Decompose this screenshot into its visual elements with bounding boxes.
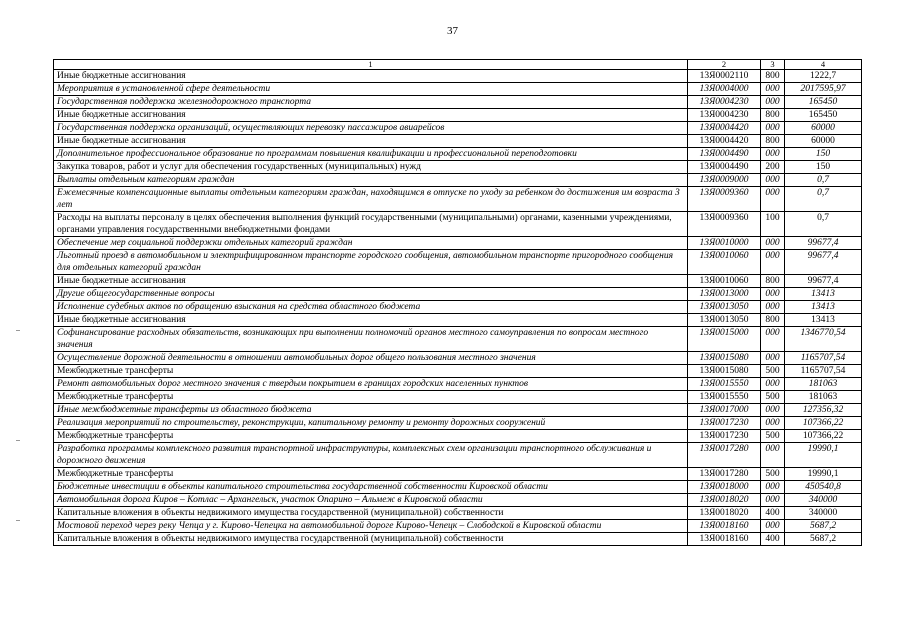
row-name: Реализация мероприятий по строительству, реконструкции, капитальному ремонту и ремонту дорожных сооружений xyxy=(54,417,688,430)
margin-mark xyxy=(16,330,20,331)
table-row xyxy=(54,417,862,430)
table-row xyxy=(54,237,862,250)
row-name: Межбюджетные трансферты xyxy=(54,468,688,481)
table-row xyxy=(54,365,862,378)
row-name: Осуществление дорожной деятельности в отношении автомобильных дорог общего пользования местного значения xyxy=(54,352,688,365)
row-type: 000 xyxy=(761,122,785,135)
row-type: 500 xyxy=(761,430,785,443)
row-type: 000 xyxy=(761,494,785,507)
row-type: 000 xyxy=(761,237,785,250)
row-amount: 99677,4 xyxy=(785,250,862,275)
row-name: Льготный проезд в автомобильном и электрифицированном транспорте городского сообщения, автомобильном транспорте пригородного сообщения для отдельных категорий граждан xyxy=(54,250,688,275)
row-code: 13Я0015080 xyxy=(688,365,761,378)
budget-table xyxy=(53,59,862,546)
table-row xyxy=(54,135,862,148)
row-amount: 1165707,54 xyxy=(785,365,862,378)
row-name: Межбюджетные трансферты xyxy=(54,391,688,404)
row-type: 000 xyxy=(761,250,785,275)
row-amount: 13413 xyxy=(785,314,862,327)
row-name: Иные бюджетные ассигнования xyxy=(54,109,688,122)
page-number: 37 xyxy=(447,25,458,37)
row-type: 000 xyxy=(761,327,785,352)
row-type: 500 xyxy=(761,468,785,481)
row-code: 13Я0010060 xyxy=(688,275,761,288)
row-name: Исполнение судебных актов по обращению взыскания на средства областного бюджета xyxy=(54,301,688,314)
row-name: Закупка товаров, работ и услуг для обеспечения государственных (муниципальных) нужд xyxy=(54,161,688,174)
row-name: Мероприятия в установленной сфере деятельности xyxy=(54,83,688,96)
row-type: 000 xyxy=(761,520,785,533)
row-type: 800 xyxy=(761,314,785,327)
table-row xyxy=(54,468,862,481)
row-type: 200 xyxy=(761,161,785,174)
row-code: 13Я0017230 xyxy=(688,417,761,430)
row-amount: 5687,2 xyxy=(785,533,862,546)
row-amount: 150 xyxy=(785,161,862,174)
row-code: 13Я0010000 xyxy=(688,237,761,250)
row-amount: 99677,4 xyxy=(785,237,862,250)
table-row xyxy=(54,327,862,352)
row-type: 000 xyxy=(761,443,785,468)
row-name: Государственная поддержка железнодорожного транспорта xyxy=(54,96,688,109)
table-row xyxy=(54,443,862,468)
table-row xyxy=(54,109,862,122)
row-code: 13Я0009360 xyxy=(688,187,761,212)
row-type: 000 xyxy=(761,83,785,96)
table-row xyxy=(54,507,862,520)
row-type: 000 xyxy=(761,404,785,417)
row-amount: 1165707,54 xyxy=(785,352,862,365)
row-amount: 450540,8 xyxy=(785,481,862,494)
row-code: 13Я0017280 xyxy=(688,468,761,481)
row-amount: 150 xyxy=(785,148,862,161)
row-code: 13Я0018020 xyxy=(688,494,761,507)
row-amount: 1346770,54 xyxy=(785,327,862,352)
row-amount: 340000 xyxy=(785,494,862,507)
row-code: 13Я0018020 xyxy=(688,507,761,520)
row-code: 13Я0015550 xyxy=(688,391,761,404)
row-amount: 13413 xyxy=(785,301,862,314)
row-amount: 165450 xyxy=(785,109,862,122)
row-amount: 127356,32 xyxy=(785,404,862,417)
header-col-2: 2 xyxy=(688,60,761,70)
row-code: 13Я0015550 xyxy=(688,378,761,391)
row-amount: 0,7 xyxy=(785,212,862,237)
row-name: Иные бюджетные ассигнования xyxy=(54,135,688,148)
row-amount: 5687,2 xyxy=(785,520,862,533)
table-row xyxy=(54,378,862,391)
row-amount: 181063 xyxy=(785,391,862,404)
header-col-4: 4 xyxy=(785,60,862,70)
row-type: 400 xyxy=(761,533,785,546)
row-code: 13Я0018000 xyxy=(688,481,761,494)
row-name: Выплаты отдельным категориям граждан xyxy=(54,174,688,187)
table-row xyxy=(54,494,862,507)
row-code: 13Я0017230 xyxy=(688,430,761,443)
table-row xyxy=(54,352,862,365)
row-code: 13Я0017280 xyxy=(688,443,761,468)
row-name: Иные бюджетные ассигнования xyxy=(54,275,688,288)
row-name: Расходы на выплаты персоналу в целях обеспечения выполнения функций государственными (муниципальными) органами, казенными учреждениями, органами управления государственными внебюджетными фондами xyxy=(54,212,688,237)
row-name: Иные бюджетные ассигнования xyxy=(54,70,688,83)
row-amount: 0,7 xyxy=(785,187,862,212)
table-row xyxy=(54,122,862,135)
row-type: 000 xyxy=(761,174,785,187)
row-amount: 107366,22 xyxy=(785,417,862,430)
row-type: 100 xyxy=(761,212,785,237)
row-amount: 19990,1 xyxy=(785,468,862,481)
row-amount: 60000 xyxy=(785,122,862,135)
row-code: 13Я0018160 xyxy=(688,533,761,546)
row-code: 13Я0004420 xyxy=(688,122,761,135)
header-col-1: 1 xyxy=(54,60,688,70)
margin-mark xyxy=(16,440,20,441)
row-type: 000 xyxy=(761,148,785,161)
row-code: 13Я0004420 xyxy=(688,135,761,148)
row-code: 13Я0013000 xyxy=(688,288,761,301)
table-row xyxy=(54,430,862,443)
row-type: 000 xyxy=(761,288,785,301)
row-type: 800 xyxy=(761,70,785,83)
row-name: Другие общегосударственные вопросы xyxy=(54,288,688,301)
table-row xyxy=(54,212,862,237)
row-name: Софинансирование расходных обязательств, возникающих при выполнении полномочий органов местного самоуправления по вопросам местного значения xyxy=(54,327,688,352)
row-amount: 1222,7 xyxy=(785,70,862,83)
row-name: Межбюджетные трансферты xyxy=(54,365,688,378)
table-row xyxy=(54,250,862,275)
row-code: 13Я0013050 xyxy=(688,314,761,327)
row-code: 13Я0002110 xyxy=(688,70,761,83)
row-type: 000 xyxy=(761,301,785,314)
row-name: Государственная поддержка организаций, осуществляющих перевозку пассажиров авиарейсов xyxy=(54,122,688,135)
row-type: 000 xyxy=(761,96,785,109)
row-type: 000 xyxy=(761,378,785,391)
row-code: 13Я0013050 xyxy=(688,301,761,314)
row-code: 13Я0004230 xyxy=(688,96,761,109)
budget-table-body xyxy=(54,60,862,546)
row-code: 13Я0004490 xyxy=(688,148,761,161)
row-amount: 60000 xyxy=(785,135,862,148)
row-name: Ежемесячные компенсационные выплаты отдельным категориям граждан, находящимся в отпуске по уходу за ребенком до достижения им возраста 3 лет xyxy=(54,187,688,212)
row-name: Бюджетные инвестиции в объекты капитального строительства государственной собственности Кировской области xyxy=(54,481,688,494)
row-code: 13Я0018160 xyxy=(688,520,761,533)
table-row xyxy=(54,404,862,417)
row-type: 000 xyxy=(761,481,785,494)
table-header-row xyxy=(54,60,862,70)
row-type: 800 xyxy=(761,135,785,148)
row-amount: 340000 xyxy=(785,507,862,520)
row-code: 13Я0010060 xyxy=(688,250,761,275)
row-type: 500 xyxy=(761,365,785,378)
table-row xyxy=(54,314,862,327)
row-type: 500 xyxy=(761,391,785,404)
row-name: Межбюджетные трансферты xyxy=(54,430,688,443)
row-name: Капитальные вложения в объекты недвижимого имущества государственной (муниципальной) собственности xyxy=(54,533,688,546)
row-code: 13Я0015080 xyxy=(688,352,761,365)
table-row xyxy=(54,301,862,314)
row-code: 13Я0015000 xyxy=(688,327,761,352)
row-amount: 19990,1 xyxy=(785,443,862,468)
row-type: 000 xyxy=(761,187,785,212)
header-col-3: 3 xyxy=(761,60,785,70)
row-amount: 107366,22 xyxy=(785,430,862,443)
row-name: Капитальные вложения в объекты недвижимого имущества государственной (муниципальной) собственности xyxy=(54,507,688,520)
table-row xyxy=(54,288,862,301)
table-row xyxy=(54,148,862,161)
row-code: 13Я0009360 xyxy=(688,212,761,237)
table-row xyxy=(54,83,862,96)
row-name: Мостовой переход через реку Чепца у г. Кирово-Чепецка на автомобильной дороге Кирово-Чепецк – Слободской в Кировской области xyxy=(54,520,688,533)
table-row xyxy=(54,533,862,546)
row-name: Иные бюджетные ассигнования xyxy=(54,314,688,327)
row-amount: 0,7 xyxy=(785,174,862,187)
row-code: 13Я0009000 xyxy=(688,174,761,187)
row-type: 800 xyxy=(761,275,785,288)
row-type: 000 xyxy=(761,352,785,365)
table-row xyxy=(54,275,862,288)
row-type: 000 xyxy=(761,417,785,430)
row-amount: 181063 xyxy=(785,378,862,391)
row-code: 13Я0004000 xyxy=(688,83,761,96)
table-row xyxy=(54,70,862,83)
table-row xyxy=(54,161,862,174)
row-name: Разработка программы комплексного развития транспортной инфраструктуры, комплексных схем организации транспортного обслуживания и дорожного движения xyxy=(54,443,688,468)
row-amount: 2017595,97 xyxy=(785,83,862,96)
row-name: Ремонт автомобильных дорог местного значения с твердым покрытием в границах городских населенных пунктов xyxy=(54,378,688,391)
row-code: 13Я0004490 xyxy=(688,161,761,174)
table-row xyxy=(54,187,862,212)
table-row xyxy=(54,391,862,404)
row-amount: 99677,4 xyxy=(785,275,862,288)
row-name: Дополнительное профессиональное образование по программам повышения квалификации и профессиональной переподготовки xyxy=(54,148,688,161)
table-row xyxy=(54,481,862,494)
row-type: 800 xyxy=(761,109,785,122)
row-amount: 165450 xyxy=(785,96,862,109)
table-row xyxy=(54,96,862,109)
row-code: 13Я0004230 xyxy=(688,109,761,122)
margin-mark xyxy=(16,520,20,521)
row-amount: 13413 xyxy=(785,288,862,301)
table-row xyxy=(54,520,862,533)
row-name: Иные межбюджетные трансферты из областного бюджета xyxy=(54,404,688,417)
row-type: 400 xyxy=(761,507,785,520)
row-code: 13Я0017000 xyxy=(688,404,761,417)
row-name: Автомобильная дорога Киров – Котлас – Архангельск, участок Опарино – Альмеж в Кировской области xyxy=(54,494,688,507)
row-name: Обеспечение мер социальной поддержки отдельных категорий граждан xyxy=(54,237,688,250)
table-row xyxy=(54,174,862,187)
